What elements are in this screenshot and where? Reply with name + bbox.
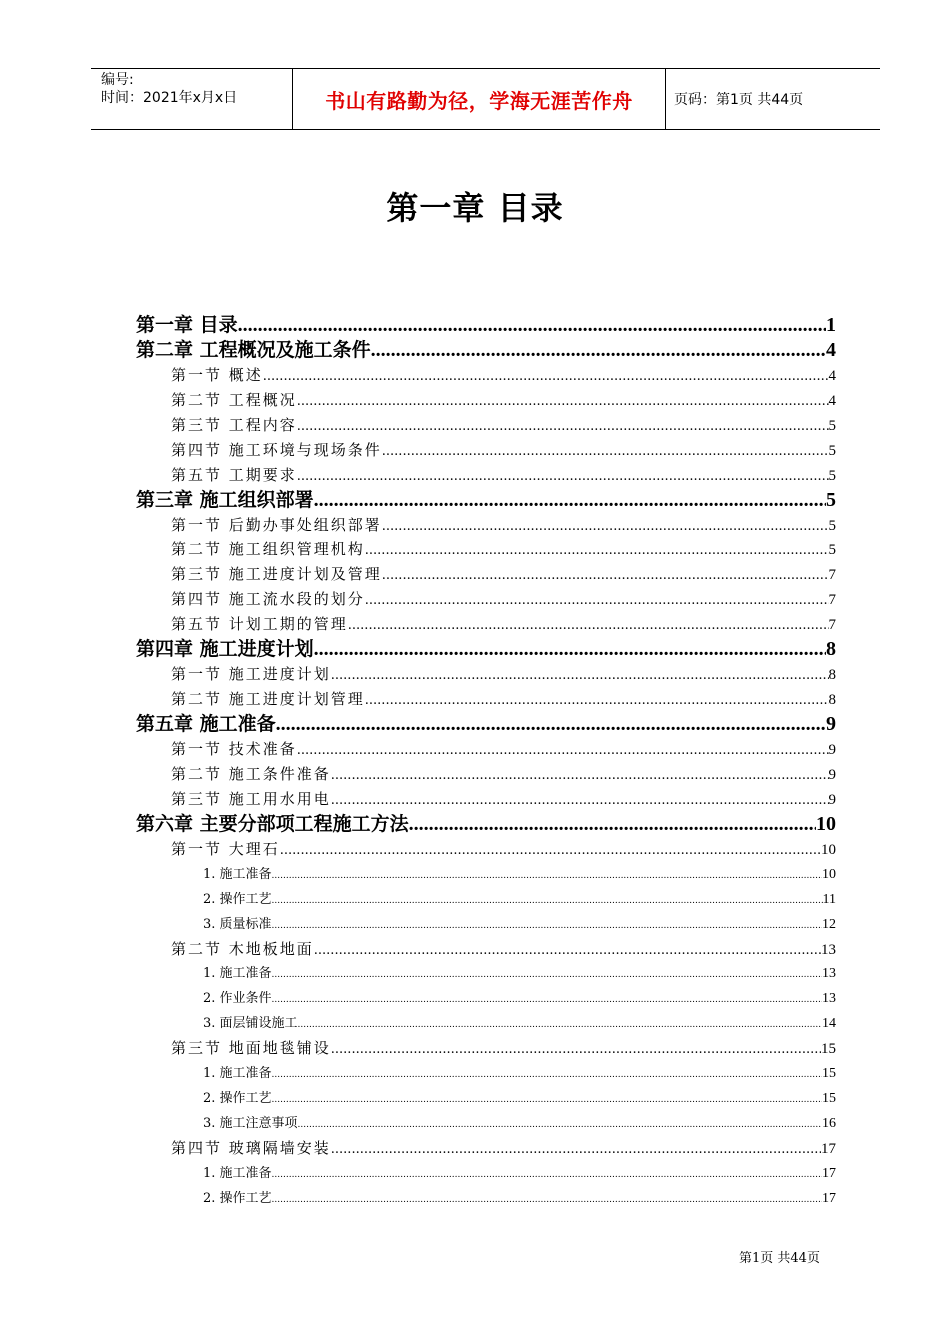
toc-entry[interactable] [203,1186,836,1211]
toc-leader-dots [331,763,829,787]
toc-entry-page: 7 [828,617,836,634]
toc-leader-dots [272,988,822,1011]
page-footer: 第1页 共44页 [739,1251,820,1266]
toc-entry-label: 第一节 大理石 [171,839,280,858]
toc-entry[interactable] [171,413,836,438]
toc-entry-label: 第五章 施工准备 [136,713,276,736]
toc-entry-page: 4 [828,392,836,409]
toc-leader-dots [371,338,826,363]
header-meta [91,69,292,129]
toc-entry[interactable] [171,837,836,862]
toc-entry[interactable] [171,762,836,787]
toc-entry-label: 第三章 施工组织部署 [136,488,314,511]
toc-entry-label: 第一节 施工进度计划 [171,665,331,684]
toc-leader-dots [272,1163,822,1186]
toc-leader-dots [331,1037,821,1061]
toc-entry[interactable] [136,488,836,513]
toc-entry-label: 第三节 施工用水用电 [171,789,331,808]
toc-entry-page: 12 [822,916,836,932]
toc-entry[interactable] [136,313,836,338]
toc-entry-label: 第一节 后勤办事处组织部署 [171,515,382,534]
toc-entry-label: 3. 质量标准 [203,916,272,932]
toc-entry[interactable] [171,513,836,538]
toc-entry[interactable] [203,1061,836,1086]
toc-entry-label: 第一章 目录 [136,314,238,336]
toc-leader-dots [314,488,826,513]
toc-entry[interactable] [171,438,836,463]
toc-entry-page: 10 [816,812,836,835]
toc-entry-label: 第三节 工程内容 [171,415,297,434]
toc-entry-label: 第二节 木地板地面 [171,939,314,958]
toc-leader-dots [298,1013,822,1036]
toc-entry-page: 5 [828,467,836,484]
toc-entry-page: 15 [822,1066,836,1082]
toc-leader-dots [297,389,829,413]
toc-leader-dots [365,588,829,612]
toc-entry-page: 10 [821,841,836,858]
toc-entry-label: 第二节 施工条件准备 [171,764,331,783]
toc-leader-dots [382,514,829,538]
toc-entry-page: 1 [826,314,836,336]
toc-entry-label: 3. 施工注意事项 [203,1116,298,1132]
toc-leader-dots [409,812,816,837]
toc-leader-dots [314,938,821,962]
toc-leader-dots [298,1113,822,1136]
toc-entry[interactable] [171,1036,836,1061]
toc-entry-page: 5 [828,417,836,434]
toc-entry[interactable] [136,712,836,737]
toc-entry-label: 第三节 地面地毯铺设 [171,1039,331,1058]
toc-entry[interactable] [171,937,836,962]
toc-entry[interactable] [171,737,836,762]
toc-entry-page: 4 [826,338,836,361]
header-motto-cell [292,69,666,129]
toc-entry[interactable] [171,787,836,812]
toc-entry-label: 2. 操作工艺 [203,1091,272,1107]
toc-entry[interactable] [136,812,836,837]
toc-leader-dots [331,788,829,812]
toc-entry-page: 16 [822,1116,836,1132]
toc-entry-page: 10 [822,866,836,882]
toc-entry-label: 2. 操作工艺 [203,891,272,907]
toc-entry[interactable] [171,687,836,712]
toc-entry[interactable] [171,388,836,413]
toc-entry-page: 13 [821,941,836,958]
toc-leader-dots [272,1063,822,1086]
toc-entry-label: 第二节 施工进度计划管理 [171,690,365,709]
toc-leader-dots [272,1188,822,1211]
toc-entry-label: 2. 作业条件 [203,991,272,1007]
header-page-info: 页码：第1页 共44页 [674,92,804,108]
toc-leader-dots [382,439,829,463]
toc-entry-page: 13 [822,966,836,982]
toc-entry-label: 1. 施工准备 [203,866,272,882]
toc-leader-dots [297,738,829,762]
toc-leader-dots [348,613,829,637]
toc-entry[interactable] [171,562,836,587]
toc-entry-label: 第四节 玻璃隔墙安装 [171,1139,331,1158]
toc-leader-dots [382,563,829,587]
toc-leader-dots [331,1137,821,1161]
toc-entry-label: 第四节 施工流水段的划分 [171,590,365,609]
toc-entry-label: 第二章 工程概况及施工条件 [136,338,371,361]
toc-entry[interactable] [203,1086,836,1111]
header-date: 时间：2021年x月x日 [101,90,238,106]
toc-leader-dots [365,688,829,712]
toc-entry[interactable] [203,1161,836,1186]
toc-entry-label: 第二节 工程概况 [171,390,297,409]
toc-entry-label: 第六章 主要分部项工程施工方法 [136,812,409,835]
toc-leader-dots [280,838,821,862]
toc-leader-dots [263,364,829,388]
toc-leader-dots [331,663,829,687]
toc-entry-page: 5 [828,542,836,559]
header-number-label: 编号: [101,72,134,88]
toc-leader-dots [297,414,829,438]
toc-leader-dots [276,712,826,737]
toc-entry[interactable] [136,637,836,662]
toc-entry-page: 4 [828,367,836,384]
toc-entry[interactable] [171,1136,836,1161]
toc-entry[interactable] [171,363,836,388]
toc-entry-label: 第一节 技术准备 [171,739,297,758]
toc-entry-page: 15 [821,1041,836,1058]
toc-entry-label: 3. 面层铺设施工 [203,1016,298,1032]
toc-leader-dots [238,313,826,338]
page-title: 第一章 目录 [386,189,564,227]
page-header [91,68,880,130]
toc-entry-page: 15 [822,1091,836,1107]
toc-leader-dots [272,1088,822,1111]
toc-entry-page: 17 [822,1165,836,1181]
toc-entry[interactable] [203,912,836,937]
toc-leader-dots [365,538,829,562]
toc-entry[interactable] [136,338,836,363]
toc-entry-page: 9 [828,766,836,783]
toc-entry[interactable] [171,463,836,488]
toc-entry[interactable] [171,612,836,637]
toc-entry[interactable] [171,537,836,562]
header-page-cell [665,69,880,129]
toc-entry[interactable] [171,662,836,687]
toc-entry-page: 17 [821,1141,836,1158]
toc-entry-label: 第三节 施工进度计划及管理 [171,565,382,584]
toc-entry-label: 第五节 计划工期的管理 [171,615,348,634]
toc-leader-dots [272,914,822,937]
toc-entry-page: 8 [828,692,836,709]
toc-entry-page: 8 [826,638,836,661]
toc-entry-label: 第一节 概述 [171,365,263,384]
toc-entry-label: 第五节 工期要求 [171,465,297,484]
toc-leader-dots [272,864,822,887]
toc-leader-dots [297,464,829,488]
toc-entry[interactable] [203,961,836,986]
toc-entry-label: 1. 施工准备 [203,1165,272,1181]
toc-entry-label: 1. 施工准备 [203,1066,272,1082]
toc-entry-page: 8 [828,667,836,684]
toc-entry-label: 第四章 施工进度计划 [136,638,314,661]
toc-entry-page: 9 [826,713,836,736]
toc-entry[interactable] [171,587,836,612]
header-motto: 书山有路勤为径，学海无涯苦作舟 [325,88,633,113]
toc-entry-page: 5 [826,488,836,511]
toc-entry-page: 5 [828,517,836,534]
toc-entry-page: 11 [822,891,836,907]
toc-entry-label: 第四节 施工环境与现场条件 [171,440,382,459]
toc-entry[interactable] [203,887,836,912]
toc-entry-page: 7 [828,567,836,584]
toc-entry-label: 2. 操作工艺 [203,1190,272,1206]
toc-entry-page: 5 [828,442,836,459]
toc-entry-page: 9 [828,791,836,808]
toc-entry-page: 9 [828,741,836,758]
toc-leader-dots [314,637,826,662]
toc-entry[interactable] [203,1111,836,1136]
toc-entry-page: 13 [822,991,836,1007]
toc-entry-label: 第二节 施工组织管理机构 [171,540,365,559]
toc-entry-page: 7 [828,592,836,609]
toc-entry[interactable] [203,1011,836,1036]
toc-entry[interactable] [203,986,836,1011]
toc-entry-page: 17 [822,1190,836,1206]
toc-entry-page: 14 [822,1016,836,1032]
toc-leader-dots [272,889,823,912]
toc-entry-label: 1. 施工准备 [203,966,272,982]
toc-leader-dots [272,963,822,986]
toc-entry[interactable] [203,862,836,887]
